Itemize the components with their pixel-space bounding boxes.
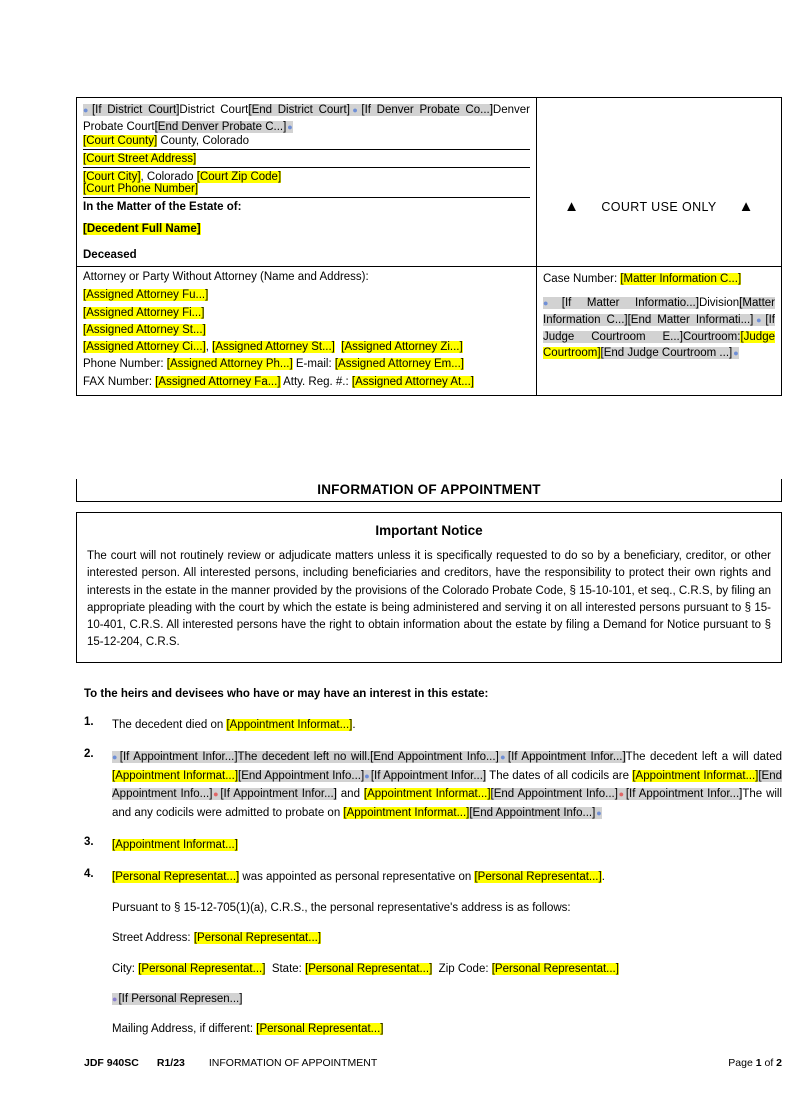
footer-jdf-number: JDF 940SC	[84, 1057, 139, 1069]
attorney-first-line	[83, 287, 530, 304]
caption-table	[76, 97, 782, 396]
cond-if-matter-info: ● [If Matter Informatio...]	[543, 297, 699, 309]
attorney-fax-field[interactable]: [Assigned Attorney Fa...]	[155, 375, 281, 388]
court-city-suffix: , Colorado	[140, 171, 197, 184]
court-county-field[interactable]: [Court County]	[83, 135, 158, 148]
cond-if-codicils-and: ● [If Appointment Infor...]	[212, 788, 336, 800]
item-1-suffix: .	[352, 719, 356, 731]
cond-end-codicils-and: [End Appointment Info...]	[490, 788, 618, 801]
attorney-citystatezip-line: [Assigned Attorney Ci...], [Assigned Attorney St...] [Assigned Attorney Zi...]	[83, 341, 463, 354]
cond-if-denver-probate: ● [If Denver Probate Co...]	[350, 104, 493, 116]
email-label: E-mail:	[292, 358, 335, 371]
attorney-phone-line	[83, 356, 530, 373]
decedent-name-line	[83, 223, 530, 235]
case-number-line	[543, 271, 775, 287]
codicils-text: The dates of all codicils are	[486, 769, 633, 782]
pr-street-label: Street Address:	[112, 932, 194, 945]
triangle-left-icon: ▲	[564, 198, 580, 215]
page-prefix: Page	[728, 1057, 756, 1069]
court-use-only-cell	[537, 98, 781, 266]
attorney-email-field[interactable]: [Assigned Attorney Em...]	[334, 358, 464, 371]
division-courtroom-block	[543, 295, 775, 362]
attorney-reg-field[interactable]: [Assigned Attorney At...]	[351, 375, 475, 388]
cond-if-probate-admitted: ● [If Appointment Infor...]	[618, 788, 742, 800]
pr-street-field[interactable]: [Personal Representat...]	[193, 932, 322, 945]
court-phone-line	[83, 183, 530, 195]
body-intro: To the heirs and devisees who have or may have an interest in this estate:	[84, 688, 489, 700]
page-of: of	[761, 1057, 777, 1069]
codicil-dates-field[interactable]: [Appointment Informat...]	[632, 769, 759, 782]
pr-mailing-field[interactable]: [Personal Representat...]	[256, 1023, 384, 1036]
important-notice-paragraph: The court will not routinely review or adjudicate matters unless it is specifically requested to do so by a beneficiary, creditor, or other interested person. All interested persons, including beneficiaries and creditors, have the responsibility to protect their own rights and interests in the estate in the manner provided by the provisions of the Colorado Probate Code, § 15-10-101, et seq., C.R.S, by filing an appropriate pleading with the court by which the estate is being administered and serving it on all interested persons pursuant to § 15-10-401, C.R.S. All interested persons have the right to obtain information about the estate by filing a Demand for Notice pursuant to § 15-12-204, C.R.S.	[87, 550, 771, 649]
cond-end-judge-courtroom: [End Judge Courtroom ...] ●	[601, 347, 739, 359]
rule-1	[83, 149, 530, 150]
court-city-line	[83, 171, 530, 183]
list-item-3	[84, 836, 782, 854]
court-phone-field[interactable]: [Court Phone Number]	[83, 183, 199, 196]
attorney-full-name-field[interactable]: [Assigned Attorney Fu...]	[83, 289, 209, 302]
attorney-street-field[interactable]: [Assigned Attorney St...]	[83, 323, 206, 336]
pr-appointed-text: was appointed as personal representative on	[239, 871, 475, 884]
item-3-text	[112, 836, 782, 854]
pr-name-field[interactable]: [Personal Representat...]	[112, 871, 240, 884]
court-name-denver: Denver Probate Court	[83, 104, 530, 133]
cond-if-pr-mailing: ● [If Personal Represen...]	[112, 993, 242, 1005]
court-info-cell	[77, 98, 537, 266]
attorney-city-field[interactable]: [Assigned Attorney Ci...]	[83, 341, 206, 354]
attorney-cell	[77, 266, 537, 395]
attorney-state-field[interactable]: [Assigned Attorney St...]	[212, 341, 335, 354]
pr-mailing-cond-line	[112, 990, 782, 1008]
pr-state-label: State:	[271, 962, 306, 975]
case-info-cell	[537, 266, 781, 395]
caption-row-court	[77, 98, 781, 266]
caption-row-attorney	[77, 266, 781, 395]
court-county-line	[83, 135, 530, 147]
item-4-statute-paragraph: Pursuant to § 15-12-705(1)(a), C.R.S., the personal representative's address is as follows:	[112, 901, 571, 914]
footer-title: INFORMATION OF APPOINTMENT	[208, 1057, 378, 1069]
item-1-text	[112, 716, 782, 734]
case-number-label: Case Number:	[543, 273, 621, 286]
pr-city-label: City:	[112, 962, 139, 975]
rule-2	[83, 167, 530, 168]
cond-if-no-will: ● [If Appointment Infor...]	[112, 751, 238, 763]
pr-state-field[interactable]: [Personal Representat...]	[305, 962, 433, 975]
pr-city-field[interactable]: [Personal Representat...]	[138, 962, 266, 975]
court-name-district: District Court	[179, 104, 249, 116]
rule-3	[83, 197, 530, 198]
pr-citystatezip-line	[112, 960, 782, 978]
footer-page-number	[728, 1057, 782, 1069]
fax-number-label: FAX Number:	[83, 375, 156, 388]
item-4-text	[112, 868, 782, 1038]
item-3-number: 3.	[84, 835, 94, 848]
cond-if-codicils: ● [If Appointment Infor...]	[364, 770, 486, 782]
item-3-field[interactable]: [Appointment Informat...]	[112, 838, 238, 851]
court-zip-field[interactable]: [Court Zip Code]	[196, 171, 282, 184]
item-4-period: .	[601, 871, 605, 884]
court-city-field[interactable]: [Court City]	[83, 171, 141, 184]
cond-if-district-court: ● [If District Court]	[83, 104, 179, 116]
attorney-firm-field[interactable]: [Assigned Attorney Fi...]	[83, 306, 205, 319]
footer-revision: R1/23	[156, 1057, 185, 1069]
pr-mailing-line	[112, 1020, 782, 1038]
item-2-text	[112, 748, 782, 822]
court-use-only-block	[543, 102, 775, 215]
phone-number-label: Phone Number:	[83, 358, 167, 371]
court-county-suffix: County, Colorado	[157, 135, 249, 148]
pr-mailing-label: Mailing Address, if different:	[112, 1023, 257, 1036]
case-number-field[interactable]: [Matter Information C...]	[620, 273, 742, 286]
attorney-third-line	[83, 322, 530, 339]
item-2-number: 2.	[84, 748, 94, 761]
page-footer	[84, 1057, 782, 1069]
cond-end-will-dated: [End Appointment Info...]	[238, 769, 365, 782]
death-date-field[interactable]: [Appointment Informat...]	[226, 719, 353, 731]
cond-end-district-court: [End District Court]	[248, 104, 350, 116]
attorney-zip-field[interactable]: [Assigned Attorney Zi...]	[341, 341, 463, 354]
cond-end-denver-probate: [End Denver Probate C...] ●	[155, 121, 293, 133]
court-use-only-label: COURT USE ONLY	[601, 199, 717, 214]
attorney-header: Attorney or Party Without Attorney (Name and Address):	[83, 271, 369, 284]
document-body	[84, 688, 782, 1053]
cond-if-judge-courtroom: ● [If Judge Courtroom E...]	[543, 314, 775, 343]
pr-appointment-date-field[interactable]: [Personal Representat...]	[474, 871, 602, 884]
attorney-fax-line	[83, 374, 530, 391]
court-name-line	[83, 102, 530, 135]
atty-reg-label: Atty. Reg. #.:	[280, 375, 352, 388]
triangle-right-icon: ▲	[738, 198, 754, 215]
decedent-full-name-field[interactable]: [Decedent Full Name]	[83, 223, 201, 236]
pr-zip-field[interactable]: [Personal Representat...]	[491, 962, 619, 975]
form-title: INFORMATION OF APPOINTMENT	[76, 479, 782, 502]
page-current: 1	[755, 1057, 762, 1069]
cond-end-matter-info: [End Matter Informati...]	[627, 314, 754, 327]
list-item-2	[84, 748, 782, 822]
item-1-number: 1.	[84, 716, 94, 728]
probate-date-field[interactable]: [Appointment Informat...]	[343, 806, 470, 819]
codicil-dates-field-2[interactable]: [Appointment Informat...]	[363, 788, 491, 801]
will-dated-text: The decedent left a will dated	[625, 751, 782, 764]
estate-label: In the Matter of the Estate of:	[83, 201, 242, 214]
attorney-phone-field[interactable]: [Assigned Attorney Ph...]	[166, 358, 293, 371]
courtroom-label: Courtroom:	[682, 330, 741, 343]
division-field: [Matter Information C...]	[543, 297, 775, 327]
will-date-field[interactable]: [Appointment Informat...]	[112, 769, 239, 782]
item-1-prefix: The decedent died on	[112, 719, 227, 731]
pr-zip-label: Zip Code:	[438, 962, 492, 975]
cond-end-probate-admitted: [End Appointment Info...] ●	[469, 807, 601, 819]
important-notice-heading: Important Notice	[375, 523, 483, 538]
probate-admitted-text: The will and any codicils were admitted to probate on	[112, 788, 783, 819]
attorney-second-line	[83, 305, 530, 322]
court-street-line	[83, 153, 530, 165]
deceased-label: Deceased	[83, 249, 137, 262]
list-item-4	[84, 868, 782, 1038]
cond-end-no-will: [End Appointment Info...]	[370, 751, 499, 764]
item-4-number: 4.	[84, 868, 94, 881]
item-4-line-1	[112, 868, 782, 886]
important-notice-box	[76, 512, 782, 663]
no-will-text: The decedent left no will.	[237, 751, 371, 764]
cond-if-will-dated: ● [If Appointment Infor...]	[499, 751, 626, 763]
list-item-1	[84, 716, 782, 734]
codicils-and-text: and	[336, 788, 364, 801]
judge-courtroom-field[interactable]: [Judge Courtroom]	[543, 330, 775, 360]
division-label: Division	[698, 297, 740, 310]
court-street-field[interactable]: [Court Street Address]	[83, 153, 197, 166]
pr-street-line	[112, 929, 782, 947]
page-total: 2	[776, 1057, 782, 1069]
cond-end-codicils: [End Appointment Info...]	[112, 769, 783, 801]
